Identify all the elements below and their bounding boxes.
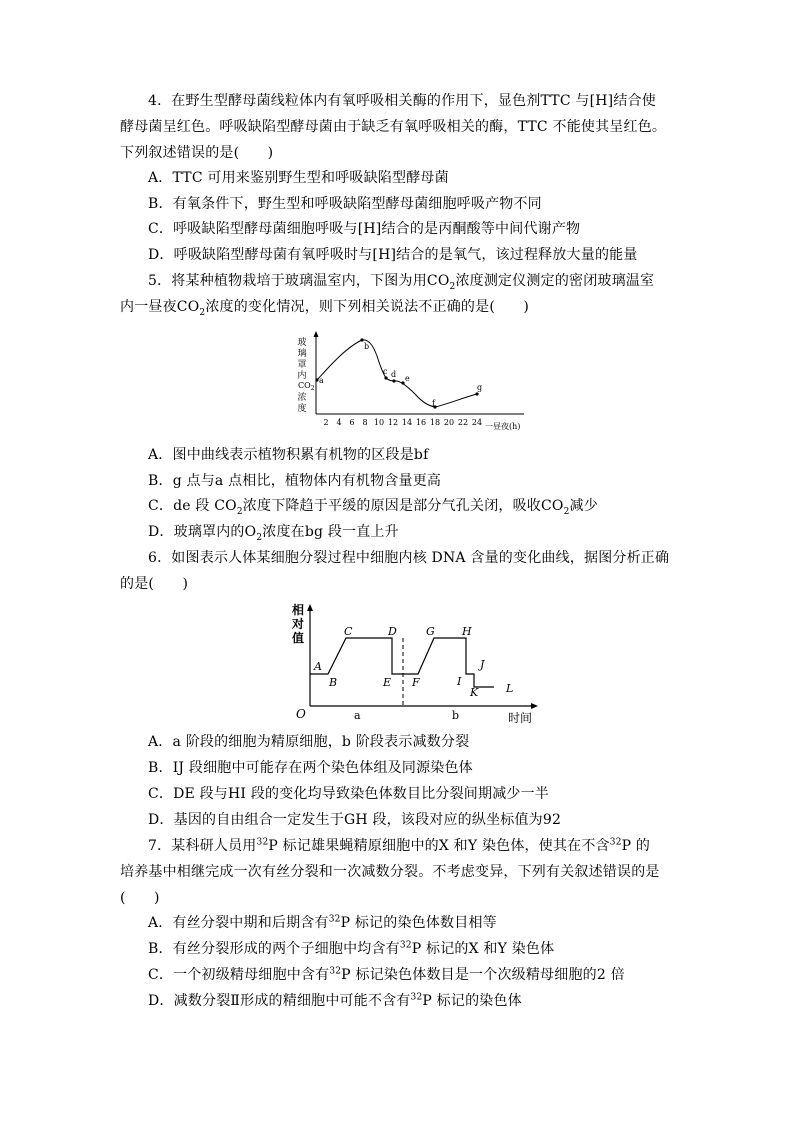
q6-option-a: A．a 阶段的细胞为精原细胞，b 阶段表示减数分裂 — [148, 734, 470, 750]
stage-b-label: b — [452, 709, 460, 722]
co2-concentration-chart — [290, 328, 530, 436]
q4-stem-line2: 酵母菌呈红色。呼吸缺陷型酵母菌由于缺乏有氧呼吸相关的酶，TTC 不能使其呈红色。 — [120, 119, 667, 135]
ylabel-co2: $CO_2$ — [298, 381, 315, 392]
ylabel-char-7: 度 — [297, 404, 307, 414]
ylabel-char-3: 罩 — [297, 360, 307, 370]
q7-stem-line2: 培养基中相继完成一次有丝分裂和一次减数分裂。不考虑变异，下列有关叙述错误的是 — [120, 864, 660, 880]
x-axis-label: 一昼夜(h) — [485, 422, 521, 431]
ylabel-char-6: 浓 — [297, 393, 307, 403]
point-labels — [319, 342, 482, 408]
y-axis-label — [297, 336, 314, 414]
curve-points — [315, 338, 478, 408]
label-K: K — [470, 686, 479, 699]
xtick-6: 6 — [349, 418, 355, 427]
xtick-24: 24 — [471, 418, 483, 427]
label-G: G — [426, 625, 435, 638]
label-e: e — [405, 374, 410, 383]
y-axis-arrow — [307, 604, 313, 611]
label-f: f — [432, 399, 435, 408]
xtick-14: 14 — [401, 418, 413, 427]
label-b: b — [364, 342, 370, 351]
xtick-18: 18 — [429, 418, 441, 427]
point-c — [384, 376, 387, 379]
label-A: A — [314, 660, 322, 673]
label-J: J — [480, 658, 485, 671]
xtick-8: 8 — [362, 418, 368, 427]
q5-option-c: C．de 段 $CO_2$浓度下降趋于平缓的原因是部分气孔关闭，吸收$CO_2$减少 — [148, 498, 598, 517]
q4-option-b: B．有氧条件下，野生型和呼吸缺陷型酵母菌细胞呼吸产物不同 — [148, 196, 542, 212]
q6-stem-line1: 6．如图表示人体某细胞分裂过程中细胞内核 DNA 含量的变化曲线，据图分析正确 — [148, 550, 670, 566]
dna-content-chart — [284, 598, 544, 728]
label-H: H — [462, 625, 472, 638]
xtick-4: 4 — [336, 418, 342, 427]
ylabel-char-2: 对 — [292, 617, 305, 631]
label-F: F — [412, 676, 420, 689]
q7-option-a: A．有丝分裂中期和后期含有$^{32}$P 标记的染色体数目相等 — [148, 914, 497, 931]
q5-option-d: D．玻璃罩内的$O_2$浓度在bg 段一直上升 — [148, 524, 399, 543]
ylabel-char-4: 内 — [297, 371, 307, 381]
xtick-12: 12 — [387, 418, 399, 427]
xtick-16: 16 — [415, 418, 427, 427]
q5-option-b: B．g 点与a 点相比，植物体内有机物含量更高 — [148, 473, 442, 489]
q7-option-c: C．一个初级精母细胞中含有$^{32}$P 标记染色体数目是一个次级精母细胞的2 倍 — [148, 966, 625, 983]
ylabel-char-3: 值 — [292, 631, 305, 645]
q4-option-d: D．呼吸缺陷型酵母菌有氧呼吸时与[H]结合的是氧气，该过程释放大量的能量 — [148, 247, 638, 263]
q4-stem-line3: 下列叙述错误的是( ) — [120, 145, 274, 161]
origin-label: O — [296, 707, 306, 721]
q6-option-c: C．DE 段与HI 段的变化均导致染色体数目比分裂间期减少一半 — [148, 786, 549, 802]
ylabel-char-2: 璃 — [297, 349, 307, 359]
point-d — [392, 379, 395, 382]
q7-stem-line1: 7．某科研人员用$^{32}$P 标记雄果蝇精原细胞中的X 和Y 染色体，使其在不含$^{32}$P 的 — [148, 837, 651, 854]
q6-option-b: B．IJ 段细胞中可能存在两个染色体组及同源染色体 — [148, 760, 473, 776]
x-axis-label: 时间 — [508, 711, 533, 725]
q5-stem-line2: 内一昼夜$CO_2$浓度的变化情况，则下列相关说法不正确的是( ) — [120, 299, 530, 318]
q7-option-d: D．减数分裂Ⅱ形成的精细胞中可能不含有$^{32}$P 标记的染色体 — [148, 992, 522, 1009]
y-axis-label — [291, 602, 304, 645]
q7-stem-line3: ( ) — [120, 890, 160, 906]
label-L: L — [506, 682, 514, 695]
xtick-20: 20 — [443, 418, 455, 427]
label-g: g — [477, 383, 483, 392]
stage-a-label: a — [354, 709, 361, 722]
q7-option-b: B．有丝分裂形成的两个子细胞中均含有$^{32}$P 标记的X 和Y 染色体 — [148, 940, 555, 957]
q6-option-d: D．基因的自由组合一定发生于GH 段，该段对应的纵坐标值为92 — [148, 812, 562, 828]
q4-option-a: A．TTC 可用来鉴别野生型和呼吸缺陷型酵母菌 — [148, 170, 449, 186]
q4-option-c: C．呼吸缺陷型酵母菌细胞呼吸与[H]结合的是丙酮酸等中间代谢产物 — [148, 221, 581, 237]
point-g — [475, 392, 478, 395]
x-axis-arrow — [531, 703, 538, 709]
point-labels — [313, 625, 513, 699]
ylabel-char-1: 相 — [292, 603, 305, 617]
q6-stem-line2: 的是( ) — [120, 576, 189, 592]
xtick-10: 10 — [373, 418, 385, 427]
label-I: I — [457, 675, 462, 688]
co2-curve — [317, 340, 477, 407]
q5-option-a: A．图中曲线表示植物积累有机物的区段是bf — [148, 447, 429, 463]
y-axis-arrow — [314, 331, 319, 337]
label-d: d — [391, 370, 397, 379]
dna-curve — [310, 638, 494, 687]
xtick-22: 22 — [457, 418, 469, 427]
label-E: E — [383, 676, 392, 689]
q4-stem-line1: 4．在野生型酵母菌线粒体内有氧呼吸相关酶的作用下，显色剂TTC 与[H]结合使 — [148, 93, 656, 109]
ylabel-char-1: 玻 — [297, 338, 307, 348]
label-C: C — [344, 625, 353, 638]
label-D: D — [388, 625, 397, 638]
q5-stem-line1: 5．将某种植物栽培于玻璃温室内，下图为用$CO_2$浓度测定仪测定的密闭玻璃温室 — [148, 273, 655, 292]
label-B: B — [329, 676, 338, 689]
xtick-2: 2 — [323, 418, 329, 427]
label-c: c — [383, 367, 388, 376]
x-ticks — [323, 418, 482, 427]
label-a: a — [319, 376, 324, 385]
